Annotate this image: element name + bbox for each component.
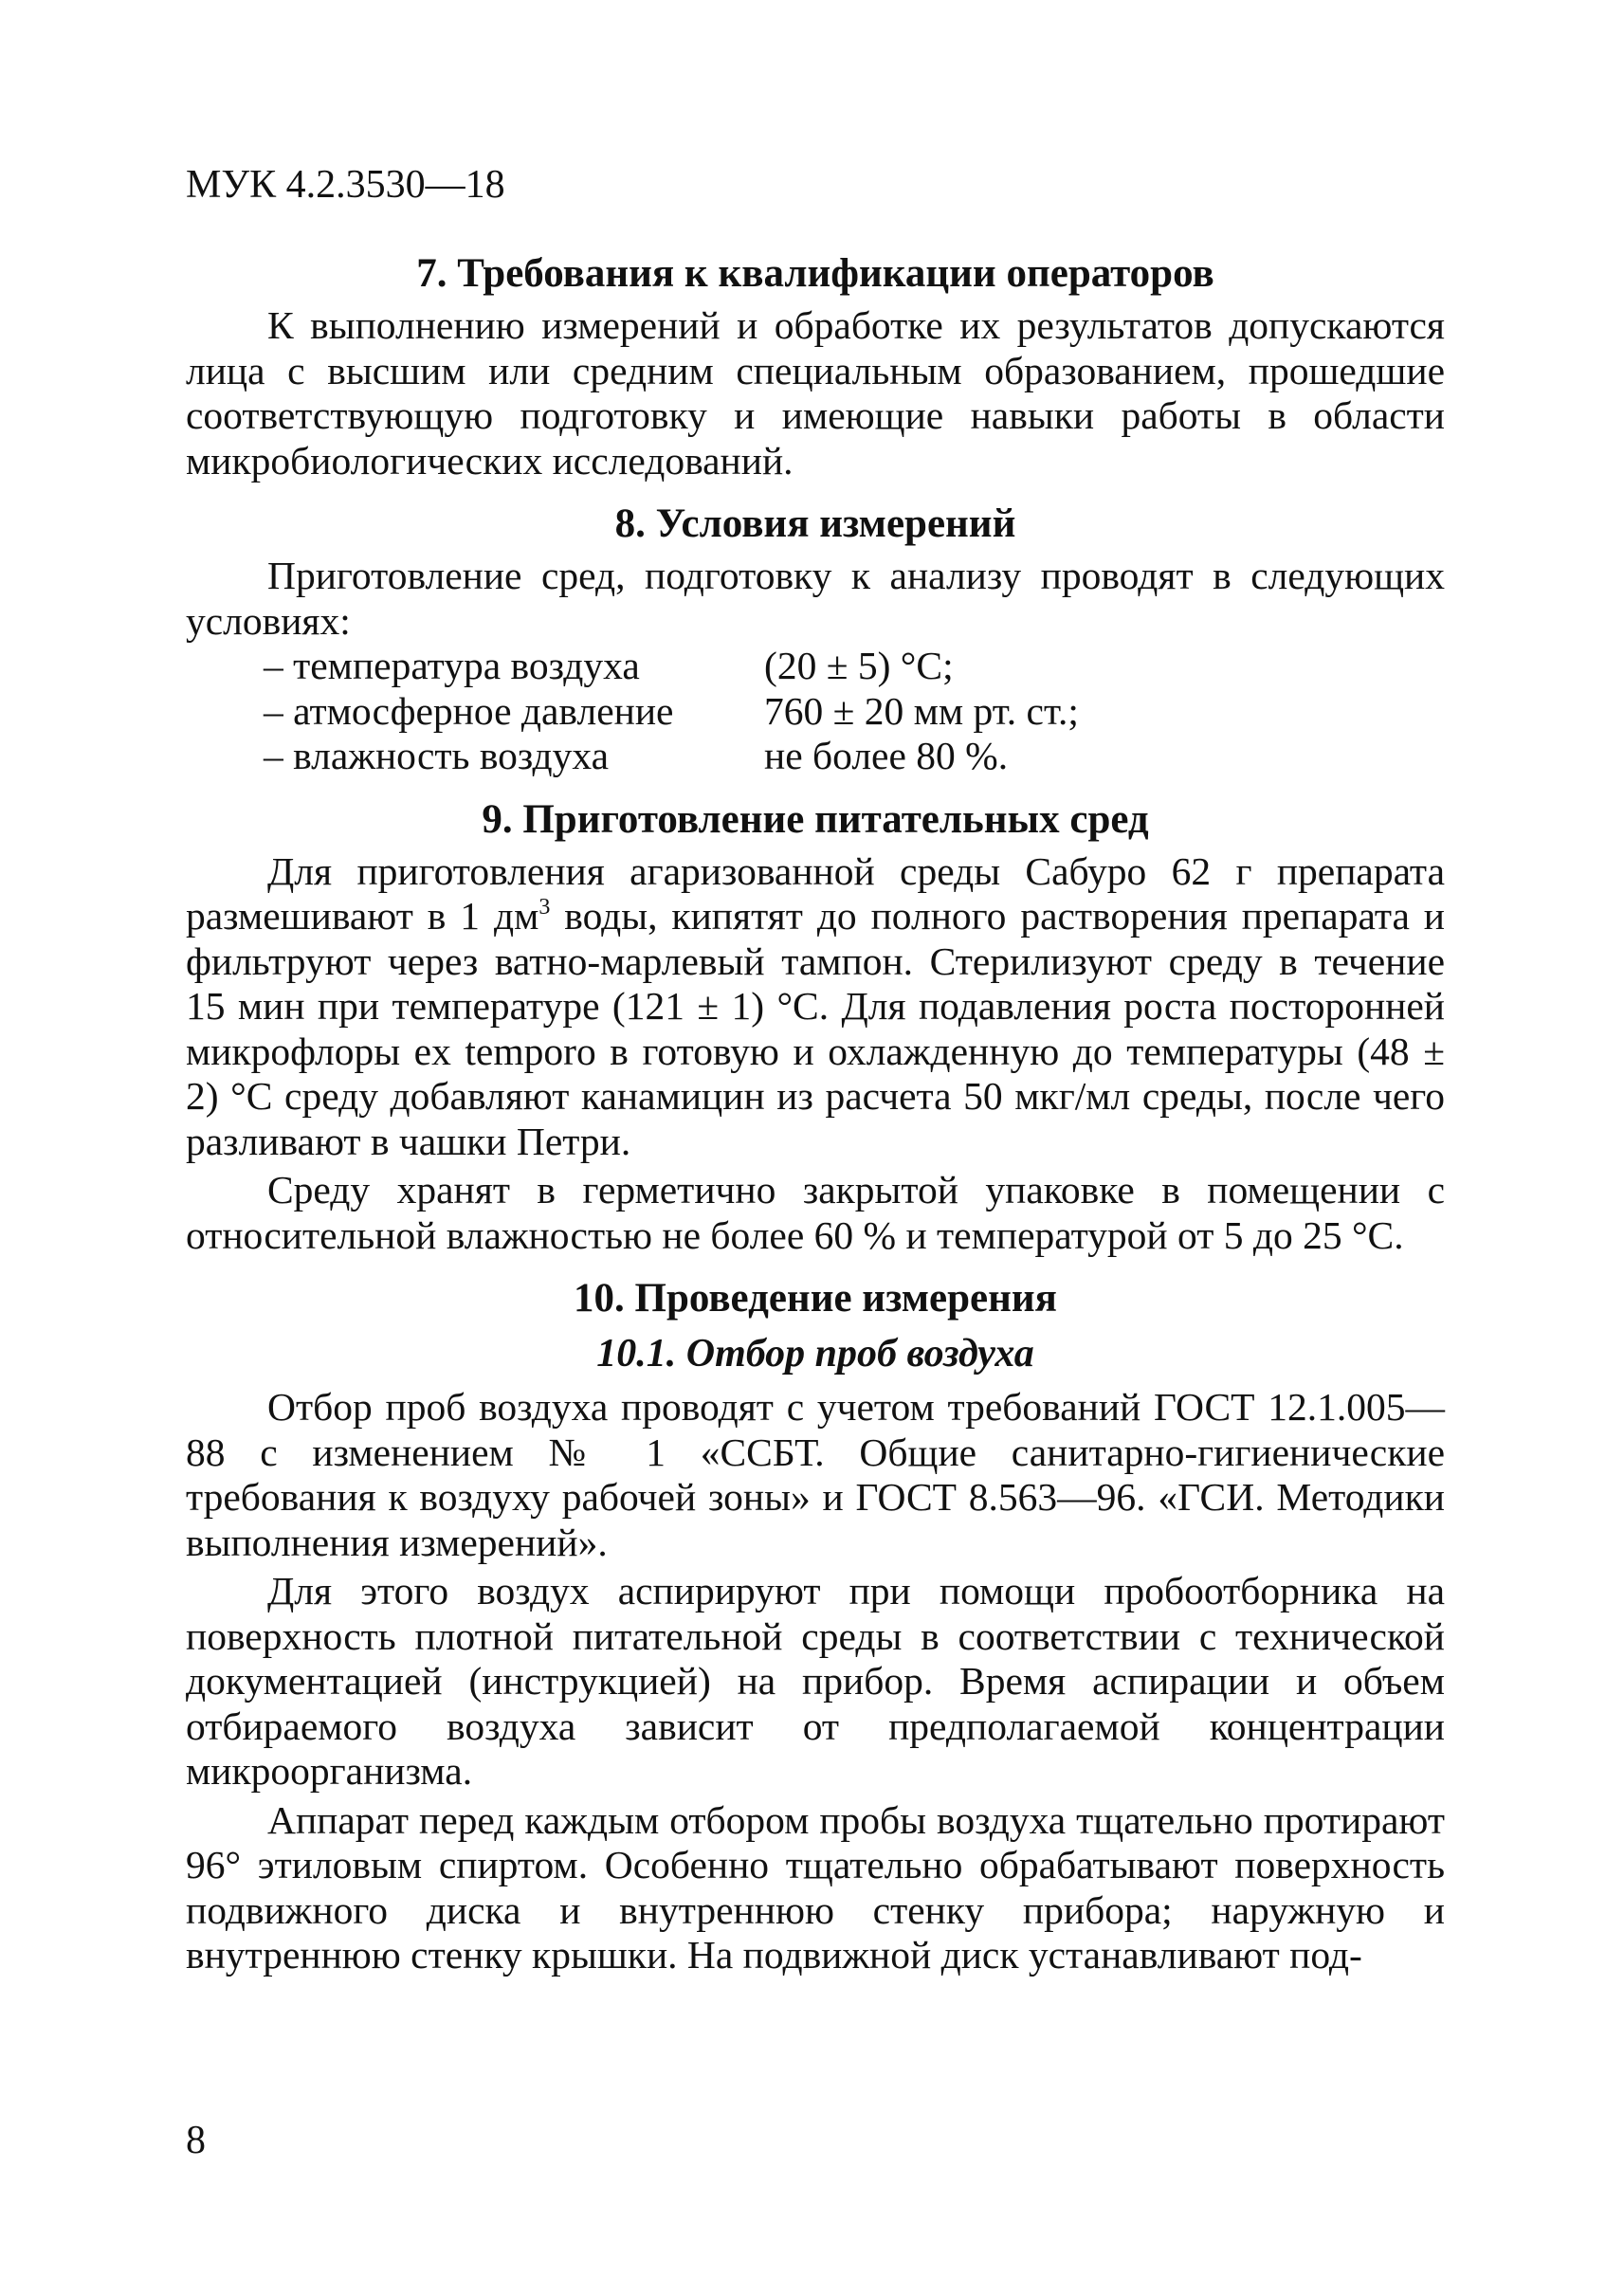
condition-value: 760 ± 20 мм рт. ст.; bbox=[764, 688, 1079, 733]
page-content bbox=[186, 248, 1445, 1994]
subsection-10-1-heading: 10.1. Отбор проб воздуха bbox=[596, 1332, 1034, 1376]
section-10 bbox=[186, 1273, 1445, 1978]
condition-parameter: – температура воздуха bbox=[264, 644, 640, 687]
condition-parameter: – атмосферное давление bbox=[264, 688, 674, 733]
paragraph-text: Для приготовления агаризованной среды Сабуро 62 г препарата размешивают в 1 дм bbox=[186, 848, 1445, 938]
section-8-intro: Приготовление сред, подготовку к анализу проводят в следующих условиях: bbox=[186, 554, 1445, 643]
section-8 bbox=[186, 499, 1445, 779]
condition-value: (20 ± 5) °С; bbox=[764, 644, 954, 687]
section-9 bbox=[186, 794, 1445, 1259]
section-7 bbox=[186, 248, 1445, 483]
section-9-paragraph-2: Среду хранят в герметично закрытой упаковке в помещении с относительной влажностью не более 60 % и температурой от 5 до 25 °С. bbox=[186, 1168, 1445, 1257]
document-code: МУК 4.2.3530—18 bbox=[186, 163, 505, 207]
section-10-paragraph-3: Аппарат перед каждым отбором пробы воздуха тщательно протирают 96° этиловым спиртом. Особенно тщательно обрабатывают поверхность подвижного диска и внутреннюю стенку прибора; наружную и внутреннюю стенку крышки. На подвижной диск устанавливают под- bbox=[186, 1797, 1445, 1977]
section-9-paragraph-1 bbox=[186, 849, 1445, 1165]
superscript: 3 bbox=[538, 895, 551, 920]
page-number: 8 bbox=[186, 2119, 206, 2162]
condition-parameter: – влажность воздуха bbox=[264, 734, 610, 777]
condition-row bbox=[264, 734, 1079, 779]
section-8-heading: 8. Условия измерений bbox=[614, 501, 1016, 546]
section-10-paragraph-1: Отбор проб воздуха проводят с учетом требований ГОСТ 12.1.005—88 с изменением № 1 «ССБТ. Общие санитарно-гигиенические требования к воздуху рабочей зоны» и ГОСТ 8.563—96. «ГСИ. Методики выполнения измерений». bbox=[186, 1385, 1445, 1564]
condition-row bbox=[264, 644, 1079, 689]
section-7-heading: 7. Требования к квалификации операторов bbox=[416, 251, 1214, 296]
section-7-paragraph: К выполнению измерений и обработке их результатов допускаются лица с высшим или средним специальным образованием, прошедшие соответствующую подготовку и имеющие навыки работы в области микробиологических исследований. bbox=[186, 303, 1445, 483]
section-10-paragraph-2: Для этого воздух аспирируют при помощи пробоотборника на поверхность плотной питательной среды в соответствии с технической документацией (инструкцией) на прибор. Время аспирации и объем отбираемого воздуха зависит от предполагаемой концентрации микроорганизма. bbox=[186, 1569, 1445, 1793]
condition-value: не более 80 %. bbox=[764, 734, 1009, 777]
condition-row bbox=[264, 689, 1079, 735]
conditions-table bbox=[264, 644, 1079, 779]
section-9-heading: 9. Приготовление питательных сред bbox=[482, 796, 1149, 842]
section-10-heading: 10. Проведение измерения bbox=[574, 1276, 1057, 1321]
paragraph-text: воды, кипятят до полного растворения препарата и фильтруют через ватно-марлевый тампон. Стерилизуют среду в течение 15 мин при температуре (121 ± 1) °С. Для подавления роста посторонней микрофлоры ex temporo в готовую и охлажденную до температуры (48 ± 2) °С среду добавляют канамицин из расчета 50 мкг/мл среды, после чего разливают в чашки Петри. bbox=[186, 894, 1445, 1163]
